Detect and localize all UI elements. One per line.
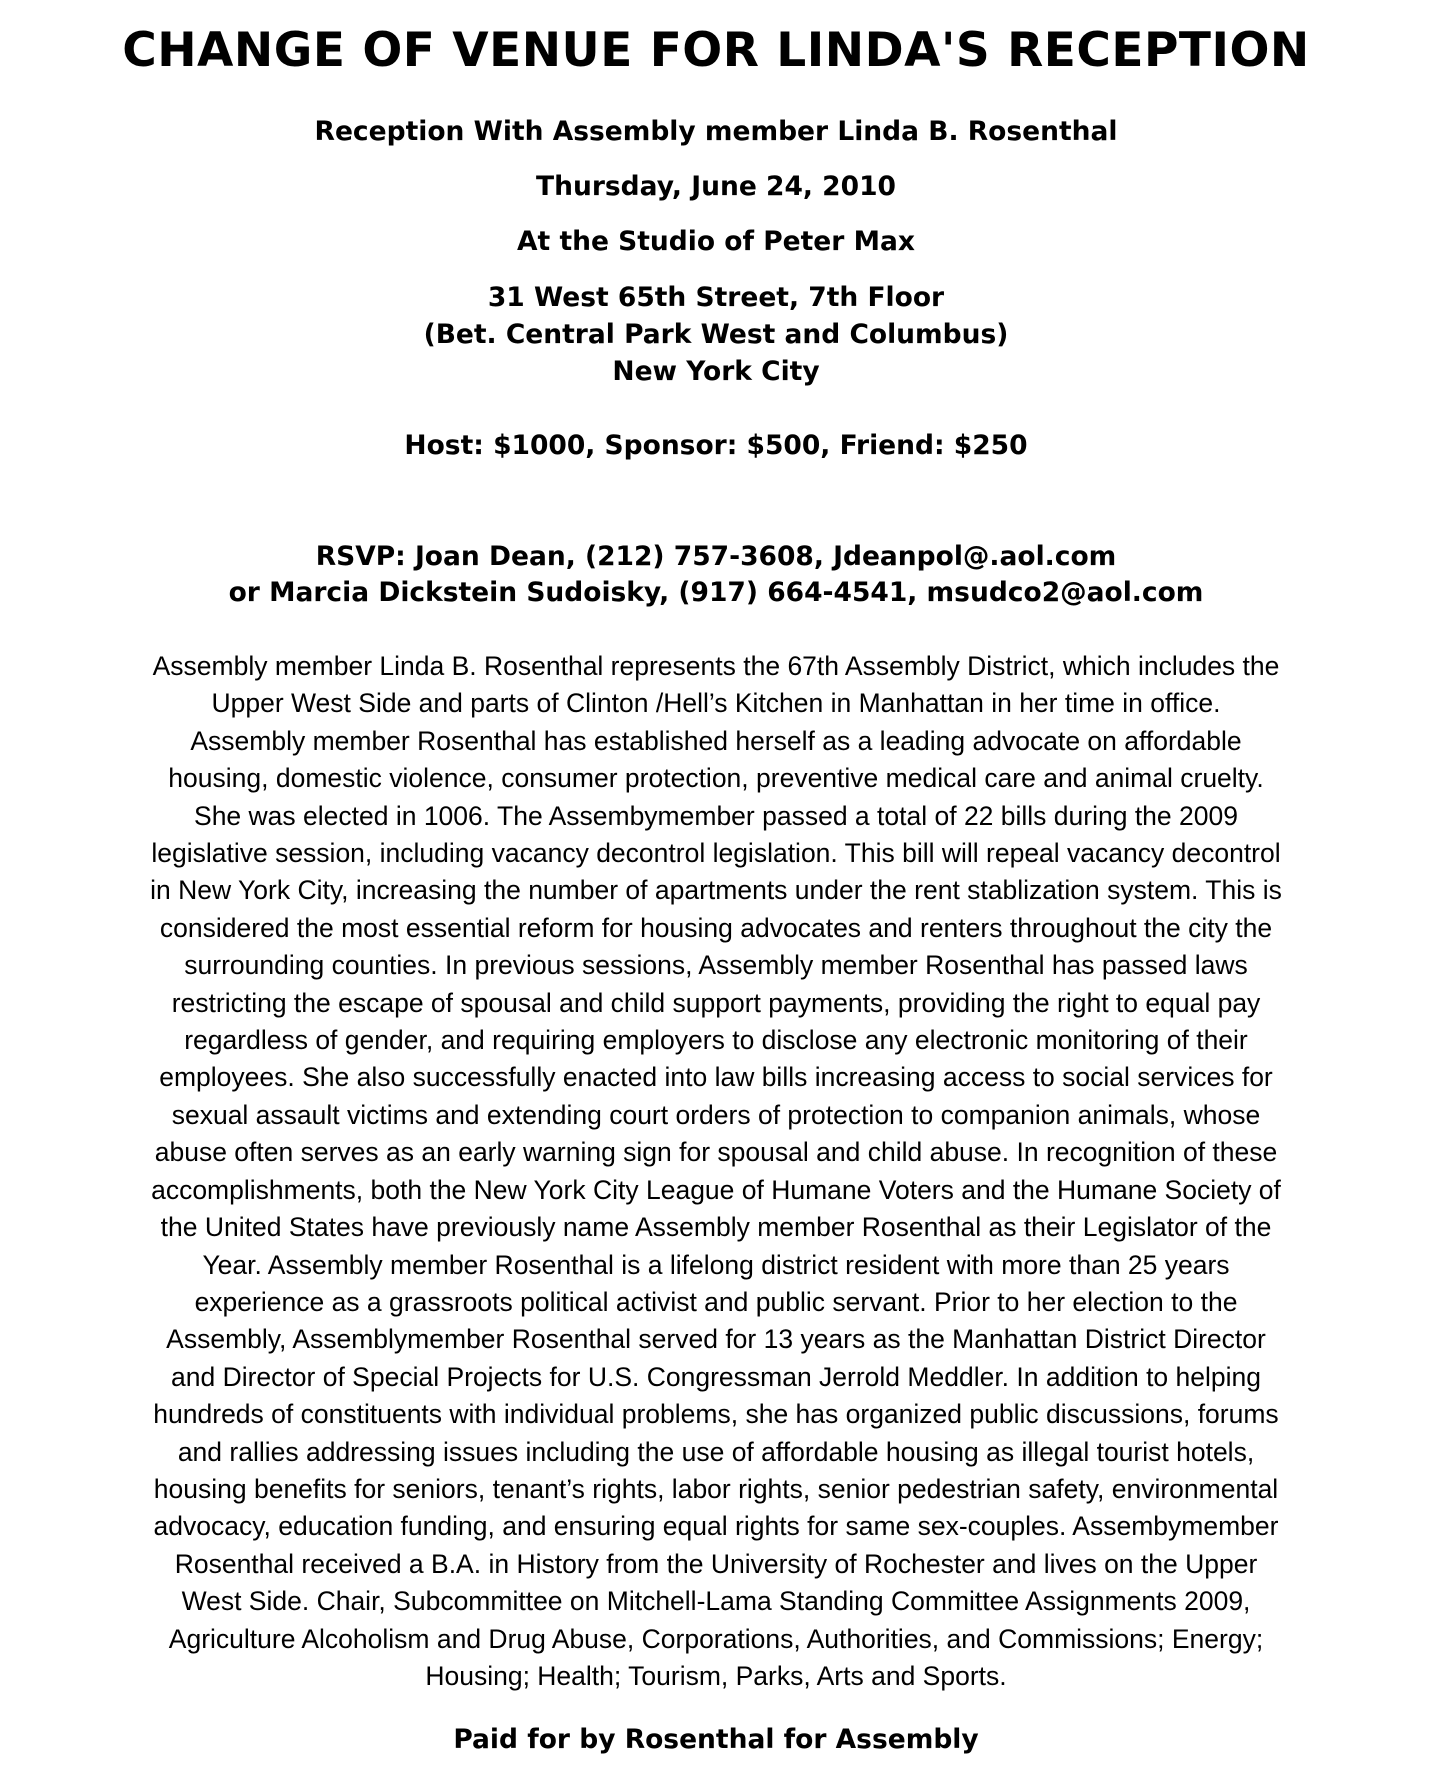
page-title: CHANGE OF VENUE FOR LINDA'S RECEPTION: [122, 23, 1310, 78]
bio-line: Agriculture Alcoholism and Drug Abuse, Corporations, Authorities, and Commissions; Energy;: [168, 1623, 1264, 1654]
bio-line: accomplishments, both the New York City League of Humane Voters and the Humane Society of: [151, 1174, 1281, 1205]
bio-line: the United States have previously name Assembly member Rosenthal as their Legislator of the: [160, 1212, 1272, 1243]
bio-line: Assembly, Assemblymember Rosenthal served for 13 years as the Manhattan District Director: [166, 1324, 1266, 1355]
bio-line: surrounding counties. In previous sessions, Assembly member Rosenthal has passed laws: [184, 950, 1248, 981]
bio-line: sexual assault victims and extending court orders of protection to companion animals, whose: [171, 1099, 1261, 1130]
event-venue: At the Studio of Peter Max: [517, 226, 915, 257]
bio-line: restricting the escape of spousal and child support payments, providing the right to equal pay: [171, 987, 1261, 1018]
bio-line: employees. She also successfully enacted into law bills increasing access to social services for: [159, 1062, 1273, 1093]
bio-line: Upper West Side and parts of Clinton /Hell’s Kitchen in Manhattan in her time in office.: [211, 688, 1221, 719]
biography-paragraph: [20, 648, 1412, 1695]
bio-line: legislative session, including vacancy decontrol legislation. This bill will repeal vacancy decontrol: [151, 838, 1281, 869]
bio-line: Rosenthal received a B.A. in History from the University of Rochester and lives on the Upper: [174, 1548, 1258, 1579]
bio-line: hundreds of constituents with individual problems, she has organized public discussions, forums: [153, 1399, 1279, 1430]
bio-line: West Side. Chair, Subcommittee on Mitchell-Lama Standing Committee Assignments 2009,: [181, 1586, 1251, 1617]
bio-line: Assembly member Rosenthal has established herself as a leading advocate on affordable: [190, 725, 1242, 756]
bio-line: abuse often serves as an early warning sign for spousal and child abuse. In recognition of these: [154, 1137, 1278, 1168]
address-street: 31 West 65th Street, 7th Floor: [487, 282, 945, 313]
contribution-levels: Host: $1000, Sponsor: $500, Friend: $250: [404, 430, 1028, 461]
rsvp-line-2: or Marcia Dickstein Sudoisky, (917) 664-4541, msudco2@aol.com: [228, 577, 1204, 608]
bio-line: She was elected in 1006. The Assembymember passed a total of 22 bills during the 2009: [194, 800, 1238, 831]
bio-line: considered the most essential reform for housing advocates and renters throughout the city the: [159, 912, 1273, 943]
bio-line: Assembly member Linda B. Rosenthal represents the 67th Assembly District, which includes the: [152, 651, 1280, 681]
bio-line: regardless of gender, and requiring employers to disclose any electronic monitoring of their: [184, 1025, 1248, 1056]
paid-for-by-footer: Paid for by Rosenthal for Assembly: [453, 1724, 979, 1755]
bio-line: and Director of Special Projects for U.S. Congressman Jerrold Meddler. In addition to helping: [171, 1361, 1261, 1392]
rsvp-line-1: RSVP: Joan Dean, (212) 757-3608, Jdeanpol@.aol.com: [315, 541, 1117, 572]
bio-line: experience as a grassroots political activist and public servant. Prior to her election to the: [194, 1286, 1238, 1317]
reception-heading: Reception With Assembly member Linda B. Rosenthal: [314, 116, 1118, 147]
bio-line: Housing; Health; Tourism, Parks, Arts and Sports.: [425, 1660, 1007, 1691]
address-city: New York City: [612, 356, 820, 387]
bio-line: housing benefits for seniors, tenant’s rights, labor rights, senior pedestrian safety, environmental: [153, 1473, 1279, 1504]
bio-line: in New York City, increasing the number of apartments under the rent stablization system. This is: [150, 875, 1282, 906]
bio-line: housing, domestic violence, consumer protection, preventive medical care and animal cruelty.: [168, 763, 1264, 794]
bio-line: and rallies addressing issues including the use of affordable housing as illegal tourist hotels,: [177, 1436, 1255, 1467]
bio-line: Year. Assembly member Rosenthal is a lifelong district resident with more than 25 years: [202, 1249, 1230, 1280]
address-cross-streets: (Bet. Central Park West and Columbus): [423, 319, 1009, 350]
bio-line: advocacy, education funding, and ensuring equal rights for same sex-couples. Assembymember: [153, 1511, 1279, 1542]
event-date: Thursday, June 24, 2010: [536, 171, 896, 202]
